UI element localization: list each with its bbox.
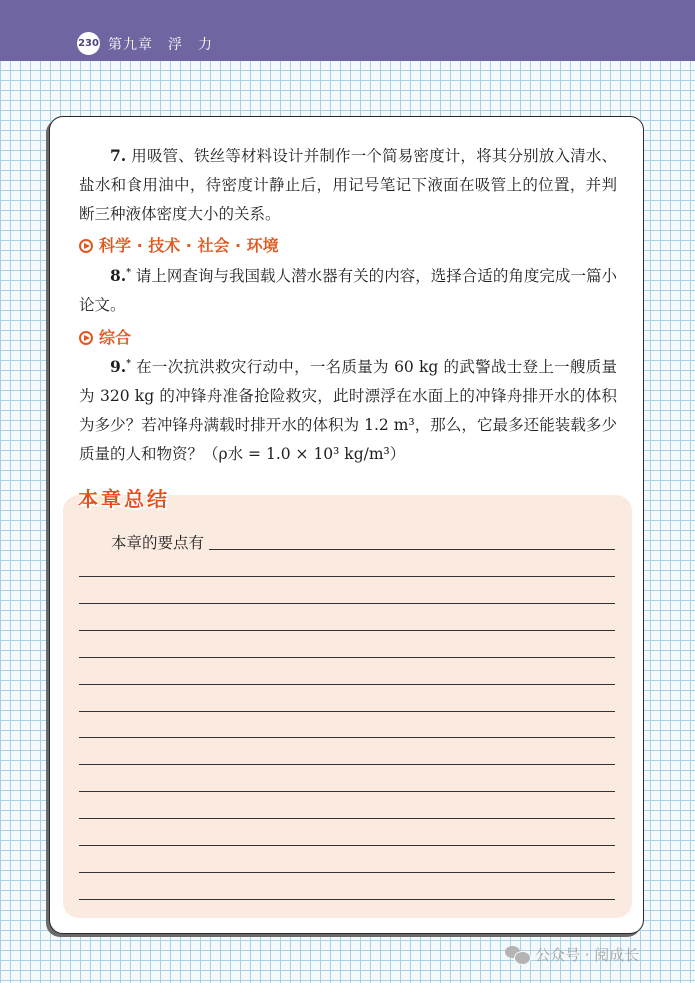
summary-blank-line xyxy=(79,818,615,819)
chapter-title: 第九章 浮 力 xyxy=(108,37,213,53)
summary-blank-line xyxy=(79,791,615,792)
summary-blank-line xyxy=(79,603,615,604)
wechat-icon xyxy=(505,946,531,964)
summary-blank-line xyxy=(79,684,615,685)
chapter-summary-prompt: 本章的要点有 xyxy=(111,534,205,552)
page-number-badge: 230 xyxy=(77,32,100,55)
chapter-summary-title: 本章总结 xyxy=(78,487,170,511)
question-7-text: 用吸管、铁丝等材料设计并制作一个简易密度计，将其分别放入清水、盐水和食用油中，待密度计静止后，用记号笔记下液面在吸管上的位置，并判断三种液体密度大小的关系。 xyxy=(79,147,617,223)
summary-blank-line xyxy=(79,711,615,712)
play-circle-icon xyxy=(79,239,93,253)
section-heading-sts xyxy=(79,235,279,257)
section-heading-comprehensive-label: 综合 xyxy=(99,328,132,347)
summary-blank-line xyxy=(79,899,615,900)
watermark-text: 公众号 · 阅成长 xyxy=(535,946,640,964)
question-8-marker: * xyxy=(126,268,131,278)
section-heading-sts-label: 科学 · 技术 · 社会 · 环境 xyxy=(99,236,279,255)
summary-blank-line xyxy=(79,576,615,577)
summary-blank-line xyxy=(79,657,615,658)
summary-blank-line xyxy=(79,872,615,873)
question-8 xyxy=(79,259,617,320)
summary-blank-line xyxy=(79,845,615,846)
question-7 xyxy=(79,141,617,229)
question-9-marker: * xyxy=(126,359,131,369)
question-9-text: 在一次抗洪救灾行动中，一名质量为 60 kg 的武警战士登上一艘质量为 320 kg 的冲锋舟准备抢险救灾，此时漂浮在水面上的冲锋舟排开水的体积为多少？若冲锋舟满载时排开水的体积为 1.2 m³，那么，它最多还能装载多少质量的人和物资？（ρ水 = 1.0 × 10³ kg/m³） xyxy=(79,358,617,464)
summary-blank-line xyxy=(79,630,615,631)
question-9 xyxy=(79,350,617,469)
question-9-number: 9.* xyxy=(110,357,131,377)
section-heading-comprehensive xyxy=(79,327,131,349)
play-circle-icon xyxy=(79,331,93,345)
header-band xyxy=(0,0,695,61)
question-7-number: 7. xyxy=(110,146,127,165)
summary-blank-line xyxy=(79,764,615,765)
summary-first-blank-line xyxy=(209,549,615,550)
question-8-number: 8.* xyxy=(110,266,131,286)
summary-blank-line xyxy=(79,737,615,738)
watermark xyxy=(505,944,639,966)
chapter-summary-box xyxy=(63,495,632,918)
question-8-text: 请上网查询与我国载人潜水器有关的内容，选择合适的角度完成一篇小论文。 xyxy=(79,267,617,315)
